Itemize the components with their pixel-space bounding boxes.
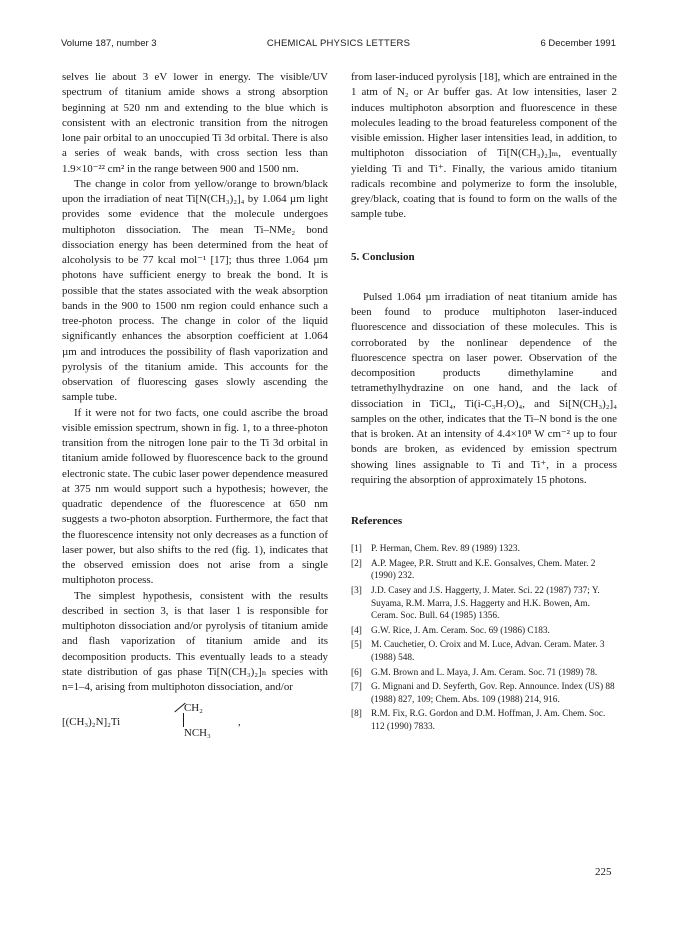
references-heading: References [351,515,403,527]
header-date: 6 December 1991 [540,38,616,49]
reference-number: [4] [351,625,362,636]
reference-item [351,543,617,556]
paragraph: Pulsed 1.064 µm irradiation of neat titanium amide has been found to produce multiphoton laser-induced fluorescence and dissociation of these molecules. This is corroborated by the nonlinear dependence of the fluorescence spectra on laser power. Observation of the decomposition products dimethylamine and tetramethylhydrazine on one hand, and the lack of dissociation in TiCl₄, Ti(i-C₃H₇O)₄, and Si[N(CH₃)₂]₄ samples on the other, indicates that the Ti–N bond is the one that is broken. At an intensity of 4.4×10⁸ W cm⁻² up to four bonds are broken, as evidenced by emission spectrum showing lines assignable to Ti and Ti⁺, in a process requiring the absorption of approximately 15 photons. [351,290,617,486]
reference-text: G.M. Brown and L. Maya, J. Am. Ceram. Soc. 71 (1989) 78. [371,667,598,678]
header-volume: Volume 187, number 3 [61,38,157,49]
reference-text: R.M. Fix, R.G. Gordon and D.M. Hoffman, J. Am. Chem. Soc. 112 (1990) 7833. [371,709,606,732]
reference-number: [5] [351,640,362,651]
reference-number: [3] [351,586,362,597]
paragraph: The change in color from yellow/orange to brown/black upon the irradiation of neat Ti[N(CH₃)₂]₄ by 1.064 µm light provides some evidence that the molecule undergoes multiphoton dissociation. The mean Ti–NMe₂ bond dissociation energy has been determined from the heat of alcoholysis to be 77 kcal mol⁻¹ [17]; thus three 1.064 µm photons have sufficient energy to break the bond. It is possible that the states associated with the weak absorption bands in the 900 to 1500 nm region could enhance such a tree-photon process. The change in color of the liquid significantly enhances the absorption coefficient at 1.064 µm and introduces the possibility of flash vaporization and pyrolysis of the titanium amide. This accounts for the observation of fluorescing gases slowly ascending the sample tube. [62,177,328,404]
reference-item [351,681,617,706]
reference-number: [1] [351,544,362,555]
reference-text: A.P. Magee, P.R. Strutt and K.E. Gonsalves, Chem. Mater. 2 (1990) 232. [371,558,596,582]
reference-list [351,543,617,733]
reference-number: [6] [351,667,362,678]
reference-text: G. Mignani and D. Seyferth, Gov. Rep. Announce. Index (US) 88 (1988) 827, 109; Chem. Abs. 109 (1988) 214, 916. [371,682,615,705]
running-header [61,38,616,52]
formula-main: [(CH₃)₂N]₂Ti [62,716,121,729]
reference-item [351,667,617,680]
header-journal: CHEMICAL PHYSICS LETTERS [266,38,411,49]
reference-item [351,558,617,583]
formula-comma: , [238,716,241,729]
reference-text: M. Cauchetier, O. Croix and M. Luce, Advan. Ceram. Mater. 3 (1988) 548. [371,640,605,663]
reference-item [351,585,617,623]
reference-number: [7] [351,682,362,693]
left-column [62,70,328,739]
chemical-formula [62,702,328,740]
paragraph: If it were not for two facts, one could ascribe the broad visible emission spectrum, shown in fig. 1, to a three-photon transition from the nitrogen lone pair to the Ti 3d orbital in titanium amide followed by fluorescence back to the ground electronic state. The cubic laser power dependence measured at 375 nm would support such a hypothesis; however, the quadratic dependence of the fluorescence at 650 nm suggests a two-photon absorption. Furthermore, the fact that the fluorescence intensity not only decreases as a function of laser power, but also shifts to the red (fig. 1), indicates that the observed emission does not arise from a single multiphoton process. [62,406,328,587]
reference-item [351,708,617,733]
formula-bond-vertical [183,713,184,727]
paragraph: The simplest hypothesis, consistent with the results described in section 3, is that laser 1 is responsible for multiphoton dissociation and/or pyrolysis of titanium amide and flash vaporization of titanium amide and its decomposition products. This eventually leads to a steady state distribution of gas phase Ti[N(CH₃)₂]ₙ species with n=1–4, arising from multiphoton dissociation, and/or [62,589,328,693]
reference-item [351,639,617,664]
page-number: 225 [595,866,612,878]
formula-top-group: CH₂ [184,702,203,715]
section-heading: 5. Conclusion [351,250,415,263]
reference-item [351,625,617,638]
reference-number: [2] [351,558,362,569]
reference-text: J.D. Casey and J.S. Haggerty, J. Mater. Sci. 22 (1987) 737; Y. Suyama, R.M. Marra, J.S. Haggerty and H.K. Bowen, Am. Ceram. Soc. Bull. 64 (1985) 1356. [371,586,600,622]
paragraph: selves lie about 3 eV lower in energy. The visible/UV spectrum of titanium amide shows a strong absorption beginning at 520 nm and extending to the blue which is consistent with an electronic transition from the nitrogen lone pair orbital to an unoccupied Ti 3d orbital. There is also a series of weak bands, with cross section less than 1.9×10⁻²² cm² in the range between 900 and 1500 nm. [62,71,328,175]
formula-bottom-group: NCH₃ [184,727,211,740]
paragraph: from laser-induced pyrolysis [18], which are entrained in the 1 atm of N₂ or Ar buffer gas. At low intensities, laser 2 induces multiphoton absorption and fluorescence in these molecules leading to the broad featureless component of the visible emission. Higher laser intensities lead, in addition, to multiphoton dissociation of Ti[N(CH₃)₂]ₘ, eventually yielding Ti and Ti⁺. Finally, the various amido titanium radicals recombine and polymerize to form the insoluble, grey/black, coating that is found to form on the walls of the sample tube. [351,71,617,221]
right-column [351,70,617,736]
reference-text: G.W. Rice, J. Am. Ceram. Soc. 69 (1986) C183. [371,625,550,636]
reference-text: P. Herman, Chem. Rev. 89 (1989) 1323. [371,544,520,555]
reference-number: [8] [351,709,362,720]
